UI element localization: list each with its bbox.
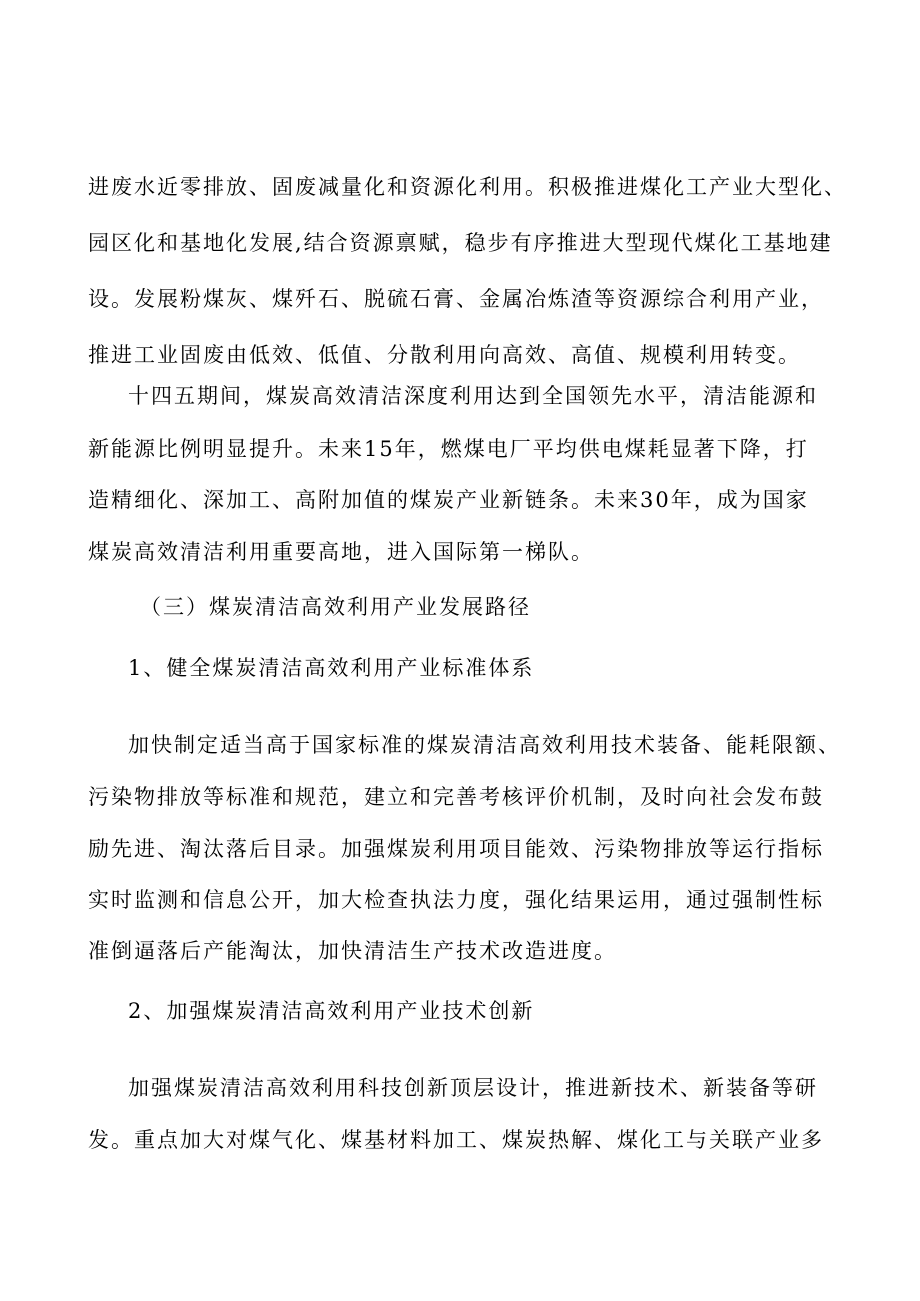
- paragraph-4-line-2: 发。重点加大对煤气化、煤基材料加工、煤炭热解、煤化工与关联产业多: [88, 1128, 824, 1152]
- paragraph-1-line-1: 进废水近零排放、固废减量化和资源化利用。积极推进煤化工产业大型化、: [88, 175, 847, 199]
- paragraph-1-line-3: 设。发展粉煤灰、煤歼石、脱硫石膏、金属冶炼渣等资源综合利用产业，: [88, 287, 824, 311]
- paragraph-2-line-2: 新能源比例明显提升。未来15年，燃煤电厂平均供电煤耗显著下降，打: [88, 437, 809, 461]
- paragraph-1-line-4: 推进工业固废由低效、低值、分散利用向高效、高值、规模利用转变。: [88, 343, 801, 367]
- subheading-1: 1、健全煤炭清洁高效利用产业标准体系: [128, 656, 535, 680]
- paragraph-3-line-1: 加快制定适当高于国家标准的煤炭清洁高效利用技术装备、能耗限额、: [128, 733, 841, 757]
- paragraph-4-line-1: 加强煤炭清洁高效利用科技创新顶层设计，推进新技术、新装备等研: [128, 1076, 818, 1100]
- section-heading-3: （三）煤炭清洁高效利用产业发展路径: [140, 595, 531, 619]
- paragraph-3-line-4: 实时监测和信息公开，加大检查执法力度，强化结果运用，通过强制性标: [88, 888, 824, 912]
- paragraph-3-line-2: 污染物排放等标准和规范，建立和完善考核评价机制，及时向社会发布鼓: [88, 785, 824, 809]
- paragraph-3-line-5: 准倒逼落后产能淘汰，加快清洁生产技术改造进度。: [88, 939, 617, 963]
- paragraph-1-line-2: 园区化和基地化发展,结合资源禀赋，稳步有序推进大型现代煤化工基地建: [88, 231, 833, 255]
- paragraph-2-line-4: 煤炭高效清洁利用重要高地，进入国际第一梯队。: [88, 540, 594, 564]
- paragraph-2-line-3: 造精细化、深加工、高附加值的煤炭产业新链条。未来30年，成为国家: [88, 488, 809, 512]
- subheading-2: 2、加强煤炭清洁高效利用产业技术创新: [128, 999, 535, 1023]
- paragraph-3-line-3: 励先进、淘汰落后目录。加强煤炭利用项目能效、污染物排放等运行指标: [88, 837, 824, 861]
- paragraph-2-line-1: 十四五期间，煤炭高效清洁深度利用达到全国领先水平，清洁能源和: [128, 384, 818, 408]
